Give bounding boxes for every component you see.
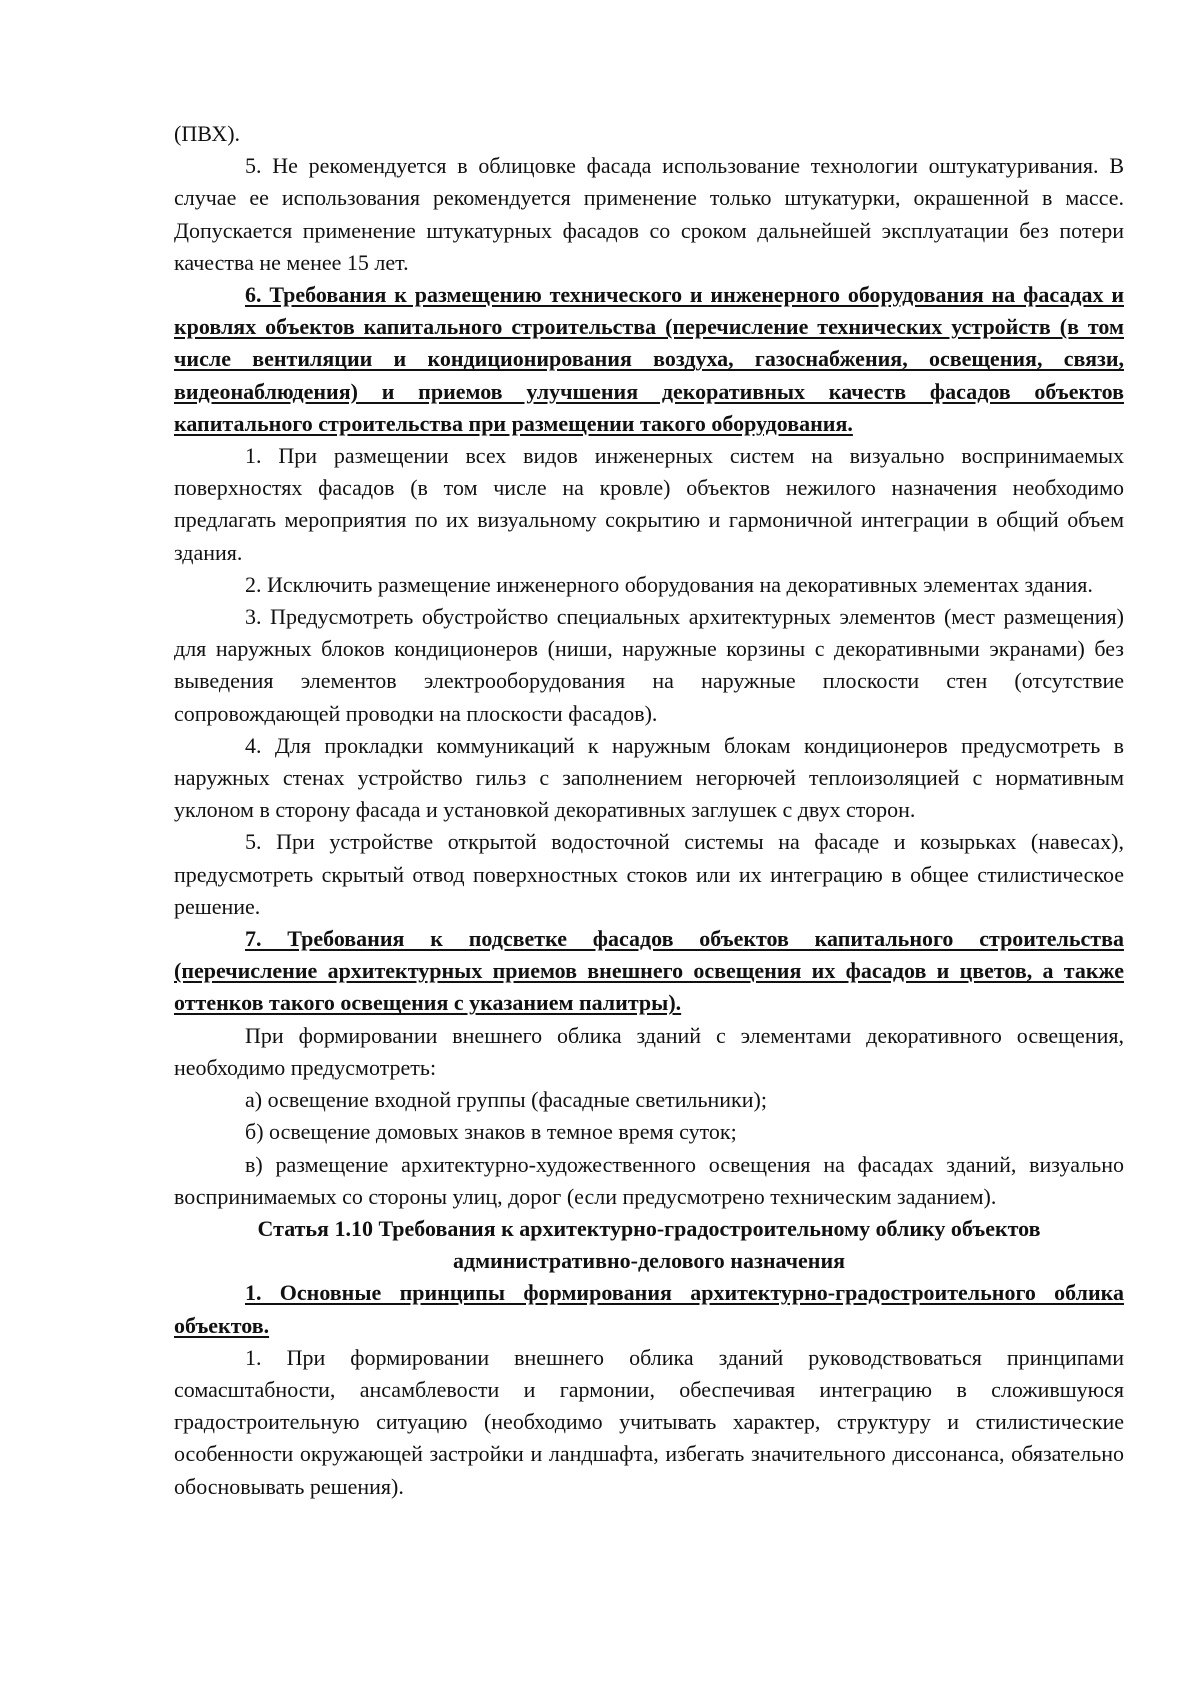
paragraph-plaster: 5. Не рекомендуется в облицовке фасада использование технологии оштукатуривания. В случае ее использования рекомендуется применение только штукатурки, окрашенной в массе. Допускается применение штукатурных фасадов со сроком дальнейшей эксплуатации без потери качества не менее 15 лет.: [174, 153, 1124, 275]
paragraph-6-2: 2. Исключить размещение инженерного оборудования на декоративных элементах здания.: [245, 571, 1093, 597]
article-title-line-2: административно-делового назначения: [452, 1248, 846, 1274]
paragraph-6-3: 3. Предусмотреть обустройство специальных архитектурных элементов (мест размещения) для наружных блоков кондиционеров (ниши, наружные корзины с декоративными экранами) без выведения элементов электрооборудования на наружные плоскости стен (отсутствие сопровождающей проводки на плоскости фасадов).: [174, 604, 1124, 726]
section-heading-7: 7. Требования к подсветке фасадов объектов капитального строительства (перечисление архитектурных приемов внешнего освещения их фасадов и цветов, а также оттенков такого освещения с указанием палитры).: [174, 926, 1124, 1016]
document-page: [174, 118, 1124, 1503]
paragraph-1-1: 1. При формировании внешнего облика зданий руководствоваться принципами сомасштабности, ансамблевости и гармонии, обеспечивая интеграцию в сложившуюся градостроительную ситуацию (необходимо учитывать характер, структуру и стилистические особенности окружающей застройки и ландшафта, избегать значительного диссонанса, обязательно обосновывать решения).: [174, 1344, 1124, 1499]
article-title-line-1: Статья 1.10 Требования к архитектурно-градостроительному облику объектов: [257, 1215, 1041, 1241]
article-title: [174, 1213, 1124, 1277]
list-item-7-c: в) размещение архитектурно-художественного освещения на фасадах зданий, визуально воспринимаемых со стороны улиц, дорог (если предусмотрено техническим заданием).: [174, 1151, 1124, 1209]
paragraph-6-5: 5. При устройстве открытой водосточной системы на фасаде и козырьках (навесах), предусмотреть скрытый отвод поверхностных стоков или их интеграцию в общее стилистическое решение.: [174, 829, 1124, 919]
paragraph-7-intro: При формировании внешнего облика зданий с элементами декоративного освещения, необходимо предусмотреть:: [174, 1022, 1124, 1080]
paragraph-pvx: (ПВХ).: [174, 121, 241, 146]
paragraph-6-4: 4. Для прокладки коммуникаций к наружным блокам кондиционеров предусмотреть в наружных стенах устройство гильз с заполнением негорючей теплоизоляцией с нормативным уклоном в сторону фасада и установкой декоративных заглушек с двух сторон.: [174, 732, 1124, 823]
paragraph-6-1: 1. При размещении всех видов инженерных систем на визуально воспринимаемых поверхностях фасадов (в том числе на кровле) объектов нежилого назначения необходимо предлагать мероприятия по их визуальному сокрытию и гармоничной интеграции в общий объем здания.: [174, 443, 1124, 565]
section-heading-6: 6. Требования к размещению технического и инженерного оборудования на фасадах и кровлях объектов капитального строительства (перечисление технических устройств (в том числе вентиляции и кондиционирования воздуха, газоснабжения, освещения, связи, видеонаблюдения) и приемов улучшения декоративных качеств фасадов объектов капитального строительства при размещении такого оборудования.: [174, 282, 1124, 436]
section-heading-1: 1. Основные принципы формирования архитектурно-градостроительного облика объектов.: [174, 1280, 1124, 1338]
list-item-7-b: б) освещение домовых знаков в темное время суток;: [245, 1119, 737, 1145]
list-item-7-a: а) освещение входной группы (фасадные светильники);: [245, 1087, 767, 1113]
